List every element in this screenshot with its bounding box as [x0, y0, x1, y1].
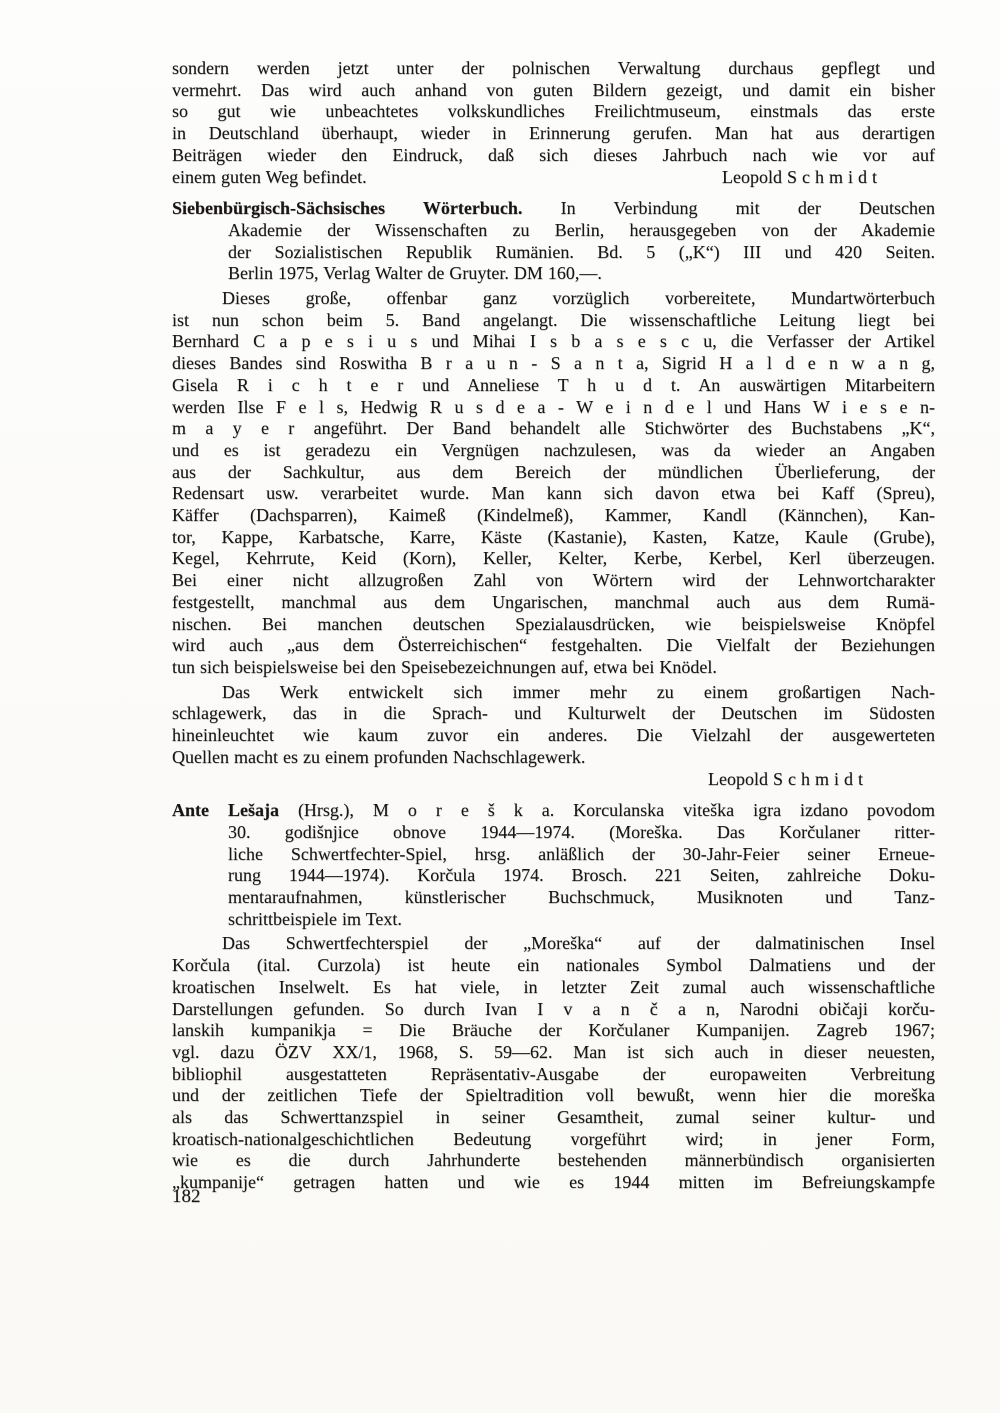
text-line: liche Schwertfechter-Spiel, hrsg. anläßlich der 30-Jahr-Feier seiner Erneue- — [228, 843, 935, 864]
text-line: Gisela R i c h t e r und Anneliese T h u d t. An auswärtigen Mitarbeitern — [172, 374, 935, 395]
text-line: so gut wie unbeachtetes volkskundliches Freilichtmuseum, einstmals das erste — [172, 101, 935, 122]
entry-first-line: Siebenbürgisch-Sächsisches Wörterbuch. In Verbindung mit der Deutschen — [172, 198, 935, 219]
paragraph-last-line: Quellen macht es zu einem profunden Nachschlagewerk. — [172, 746, 586, 767]
entry-first-line: Ante Lešaja (Hrsg.), M o r e š k a. Korculanska viteška igra izdano povodom — [172, 800, 935, 821]
text-line: m a y e r angeführt. Der Band behandelt alle Stichwörter des Buchstabens „K“, — [172, 418, 935, 439]
review-moreska-paragraph-1 — [172, 933, 935, 1193]
text-line: vermehrt. Das wird auch anhand von guten Bildern gezeigt, und damit ein bisher — [172, 79, 935, 100]
text-line: kroatisch-nationalgeschichtlichen Bedeutung vorgeführt wird; in jener Form, — [172, 1128, 935, 1149]
text-line: rung 1944—1974). Korčula 1974. Brosch. 221 Seiten, zahlreiche Doku- — [228, 865, 935, 886]
text-column — [172, 58, 935, 1194]
entry-headword: Ante Lešaja — [172, 800, 279, 821]
text-line: vgl. dazu ÖZV XX/1, 1968, S. 59—62. Man ist sich auch in dieser neuesten, — [172, 1041, 935, 1062]
text-line: dieses Bandes sind Roswitha B r a u n - S a n t a, Sigrid H a l d e n w a n g, — [172, 353, 935, 374]
entry-last-line: schrittbeispiele im Text. — [228, 908, 402, 929]
review-woerterbuch-paragraph-2 — [172, 682, 935, 791]
text-line: schlagewerk, das in die Sprach- und Kulturwelt der Deutschen im Südosten — [172, 703, 935, 724]
text-line: hineinleuchtet wie kaum zuvor ein anderes. Die Vielzahl der ausgewerteten — [172, 725, 935, 746]
reviewer-signature: Leopold S c h m i d t — [708, 768, 863, 789]
text-line: „kumpanije“ getragen hatten und wie es 1944 mitten im Befreiungskampfe — [172, 1172, 935, 1193]
text-line: aus der Sachkultur, aus dem Bereich der mündlichen Überlieferung, der — [172, 461, 935, 482]
text-line: ist nun schon beim 5. Band angelangt. Die wissenschaftliche Leitung liegt bei — [172, 309, 935, 330]
text-line: tor, Kappe, Karbatsche, Karre, Käste (Kastanie), Kasten, Katze, Kaule (Grube), — [172, 526, 935, 547]
entry-headword: Siebenbürgisch-Sächsisches Wörterbuch. — [172, 198, 523, 219]
text-line: Dieses große, offenbar ganz vorzüglich vorbereitete, Mundartwörterbuch — [222, 288, 935, 309]
text-line: und es ist geradezu ein Vergnügen nachzulesen, was da wieder an Angaben — [172, 439, 935, 460]
text-line: Redensart usw. verarbeitet wurde. Man kann sich davon etwa bei Kaff (Spreu), — [172, 483, 935, 504]
text-line: festgestellt, manchmal aus dem Ungarischen, manchmal auch aus dem Rumä- — [172, 591, 935, 612]
text-line: 30. godišnjice obnove 1944—1974. (Moreška. Das Korčulaner ritter- — [228, 821, 935, 842]
text-line: Akademie der Wissenschaften zu Berlin, herausgegeben von der Akademie — [228, 219, 935, 240]
text-line: Kegel, Kehrrute, Keid (Korn), Keller, Kelter, Kerbe, Kerbel, Kerl überzeugen. — [172, 548, 935, 569]
paragraph-end-text: einem guten Weg befindet. — [172, 166, 367, 187]
text-line: Bei einer nicht allzugroßen Zahl von Wörtern wird der Lehnwortcharakter — [172, 570, 935, 591]
text-line: der Sozialistischen Republik Rumänien. Bd. 5 („K“) III und 420 Seiten. — [228, 241, 935, 262]
entry-siebenbuergisch-saechsisches-woerterbuch — [172, 198, 935, 285]
paragraph-last-line — [172, 167, 935, 189]
text-line: wird auch „aus dem Österreichischen“ festgehalten. Die Vielfalt der Beziehungen — [172, 635, 935, 656]
text-line: mentaraufnahmen, künstlerischer Buchschmuck, Musiknoten und Tanz- — [228, 887, 935, 908]
entry-last-line: Berlin 1975, Verlag Walter de Gruyter. DM 160,—. — [228, 263, 602, 284]
text-line: in Deutschland überhaupt, wieder in Erinnerung gerufen. Man hat aus derartigen — [172, 123, 935, 144]
text-line: Beiträgen wieder den Eindruck, daß sich dieses Jahrbuch nach wie vor auf — [172, 144, 935, 165]
text-line: Bernhard C a p e s i u s und Mihai I s b a s e s c u, die Verfasser der Artikel — [172, 331, 935, 352]
review-woerterbuch-paragraph-1 — [172, 288, 935, 679]
text-line: kroatischen Inselwelt. Es hat viele, in letzter Zeit zumal auch wissenschaftliche — [172, 976, 935, 997]
page-number: 182 — [172, 1186, 201, 1207]
entry-moreska — [172, 800, 935, 930]
text-line: Darstellungen gefunden. So durch Ivan I v a n č a n, Narodni običaji korču- — [172, 998, 935, 1019]
text-line: als das Schwerttanzspiel in seiner Gesamtheit, zumal seiner kultur- und — [172, 1107, 935, 1128]
text-line: und der zeitlichen Tiefe der Spieltradition voll bewußt, wenn hier die moreška — [172, 1085, 935, 1106]
paragraph-last-line: tun sich beispielsweise bei den Speisebezeichnungen auf, etwa bei Knödel. — [172, 656, 717, 677]
text-line: lanskih kumpanikja = Die Bräuche der Korčulaner Kumpanijen. Zagreb 1967; — [172, 1020, 935, 1041]
text-line: Das Schwertfechterspiel der „Moreška“ auf der dalmatinischen Insel — [222, 933, 935, 954]
review-closing-paragraph — [172, 58, 935, 188]
text-line: Käffer (Dachsparren), Kaimeß (Kindelmeß), Kammer, Kandl (Kännchen), Kan- — [172, 505, 935, 526]
text-line: Das Werk entwickelt sich immer mehr zu einem großartigen Nach- — [222, 681, 935, 702]
text-line: nischen. Bei manchen deutschen Spezialausdrücken, wie beispielsweise Knöpfel — [172, 613, 935, 634]
text-line: werden Ilse F e l s, Hedwig R u s d e a - W e i n d e l und Hans W i e s e n- — [172, 396, 935, 417]
text-line: sondern werden jetzt unter der polnischen Verwaltung durchaus gepflegt und — [172, 58, 935, 78]
reviewer-signature: Leopold S c h m i d t — [722, 166, 877, 187]
text-line: Korčula (ital. Curzola) ist heute ein nationales Symbol Dalmatiens und der — [172, 955, 935, 976]
text-line: bibliophil ausgestatteten Repräsentativ-Ausgabe der europaweiten Verbreitung — [172, 1063, 935, 1084]
text-line: wie es die durch Jahrhunderte bestehenden männerbündisch organisierten — [172, 1150, 935, 1171]
